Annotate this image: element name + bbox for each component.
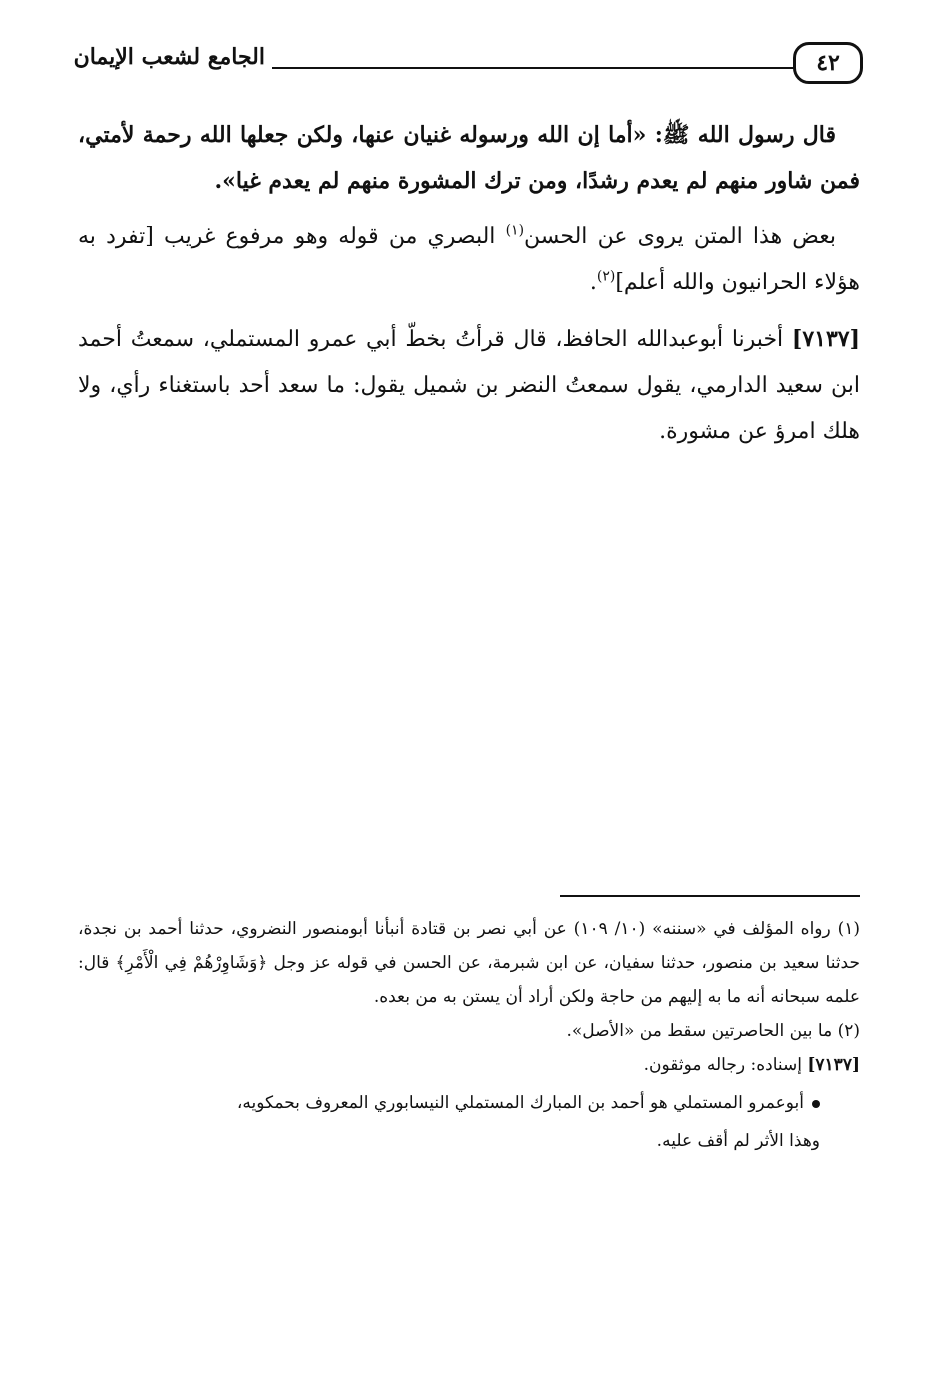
- bullet-continuation: وهذا الأثر لم أقف عليه.: [656, 1131, 820, 1151]
- bullet-icon: [812, 1100, 820, 1108]
- footnote-ref-1[interactable]: (١): [505, 222, 525, 239]
- narration-number: [٧١٣٧]: [791, 326, 860, 352]
- bullet-item: [78, 1086, 860, 1120]
- page-number: ٤٢: [793, 42, 863, 84]
- page-header: [60, 34, 870, 98]
- footnote-2: (٢) ما بين الحاصرتين سقط من «الأصل».: [566, 1021, 860, 1041]
- narration-paragraph: [78, 316, 860, 455]
- footnote-1: (١) رواه المؤلف في «سننه» (١٠/ ١٠٩) عن أبي نصر بن قتادة أنبأنا أبومنصور النضروي، حدثنا أحمد بن نجدة، حدثنا سعيد بن منصور، حدثنا سفيان، عن ابن شبرمة، عن الحسن في قوله عز وجل ﴿وَشَاوِرْهُمْ فِي الْأَمْرِ﴾ قال: علمه سبحانه أنه ما به إليهم من حاجة ولكن أراد أن يستن به من بعده.: [78, 919, 860, 1007]
- footnote-separator: [560, 895, 860, 897]
- main-text: [78, 112, 860, 465]
- footnotes: [78, 912, 860, 1158]
- commentary-paragraph: [78, 214, 860, 306]
- commentary-text-middle: البصري من قوله وهو مرفوع غريب [تفرد به هؤلاء الحرانيون والله أعلم]: [78, 224, 860, 295]
- header-rule: [272, 67, 794, 69]
- running-title: الجامع لشعب الإيمان: [73, 44, 265, 70]
- narration-text: أخبرنا أبوعبدالله الحافظ، قال قرأتُ بخطّ أبي عمرو المستملي، سمعتُ أحمد ابن سعيد الدارمي، يقول سمعتُ النضر بن شميل يقول: ما سعد أحد باستغناء رأي، ولا هلك امرؤ عن مشورة.: [78, 327, 860, 444]
- hadith-paragraph: قال رسول الله ﷺ: «أما إن الله ورسوله غنيان عنها، ولكن جعلها الله رحمة لأمتي، فمن شاور منهم لم يعدم رشدًا، ومن ترك المشورة منهم لم يعدم غيا».: [78, 122, 860, 194]
- bullet-text: أبوعمرو المستملي هو أحمد بن المبارك المستملي النيسابوري المعروف بحمكويه،: [236, 1093, 804, 1113]
- commentary-text-start: بعض هذا المتن يروى عن الحسن: [524, 224, 836, 249]
- footnote-3-text: إسناده: رجاله موثقون.: [643, 1055, 808, 1075]
- commentary-text-end: .: [589, 270, 597, 295]
- footnote-3-number: [٧١٣٧]: [807, 1055, 860, 1075]
- footnote-ref-2[interactable]: (٢): [596, 268, 616, 285]
- footnote-3: [78, 1048, 860, 1082]
